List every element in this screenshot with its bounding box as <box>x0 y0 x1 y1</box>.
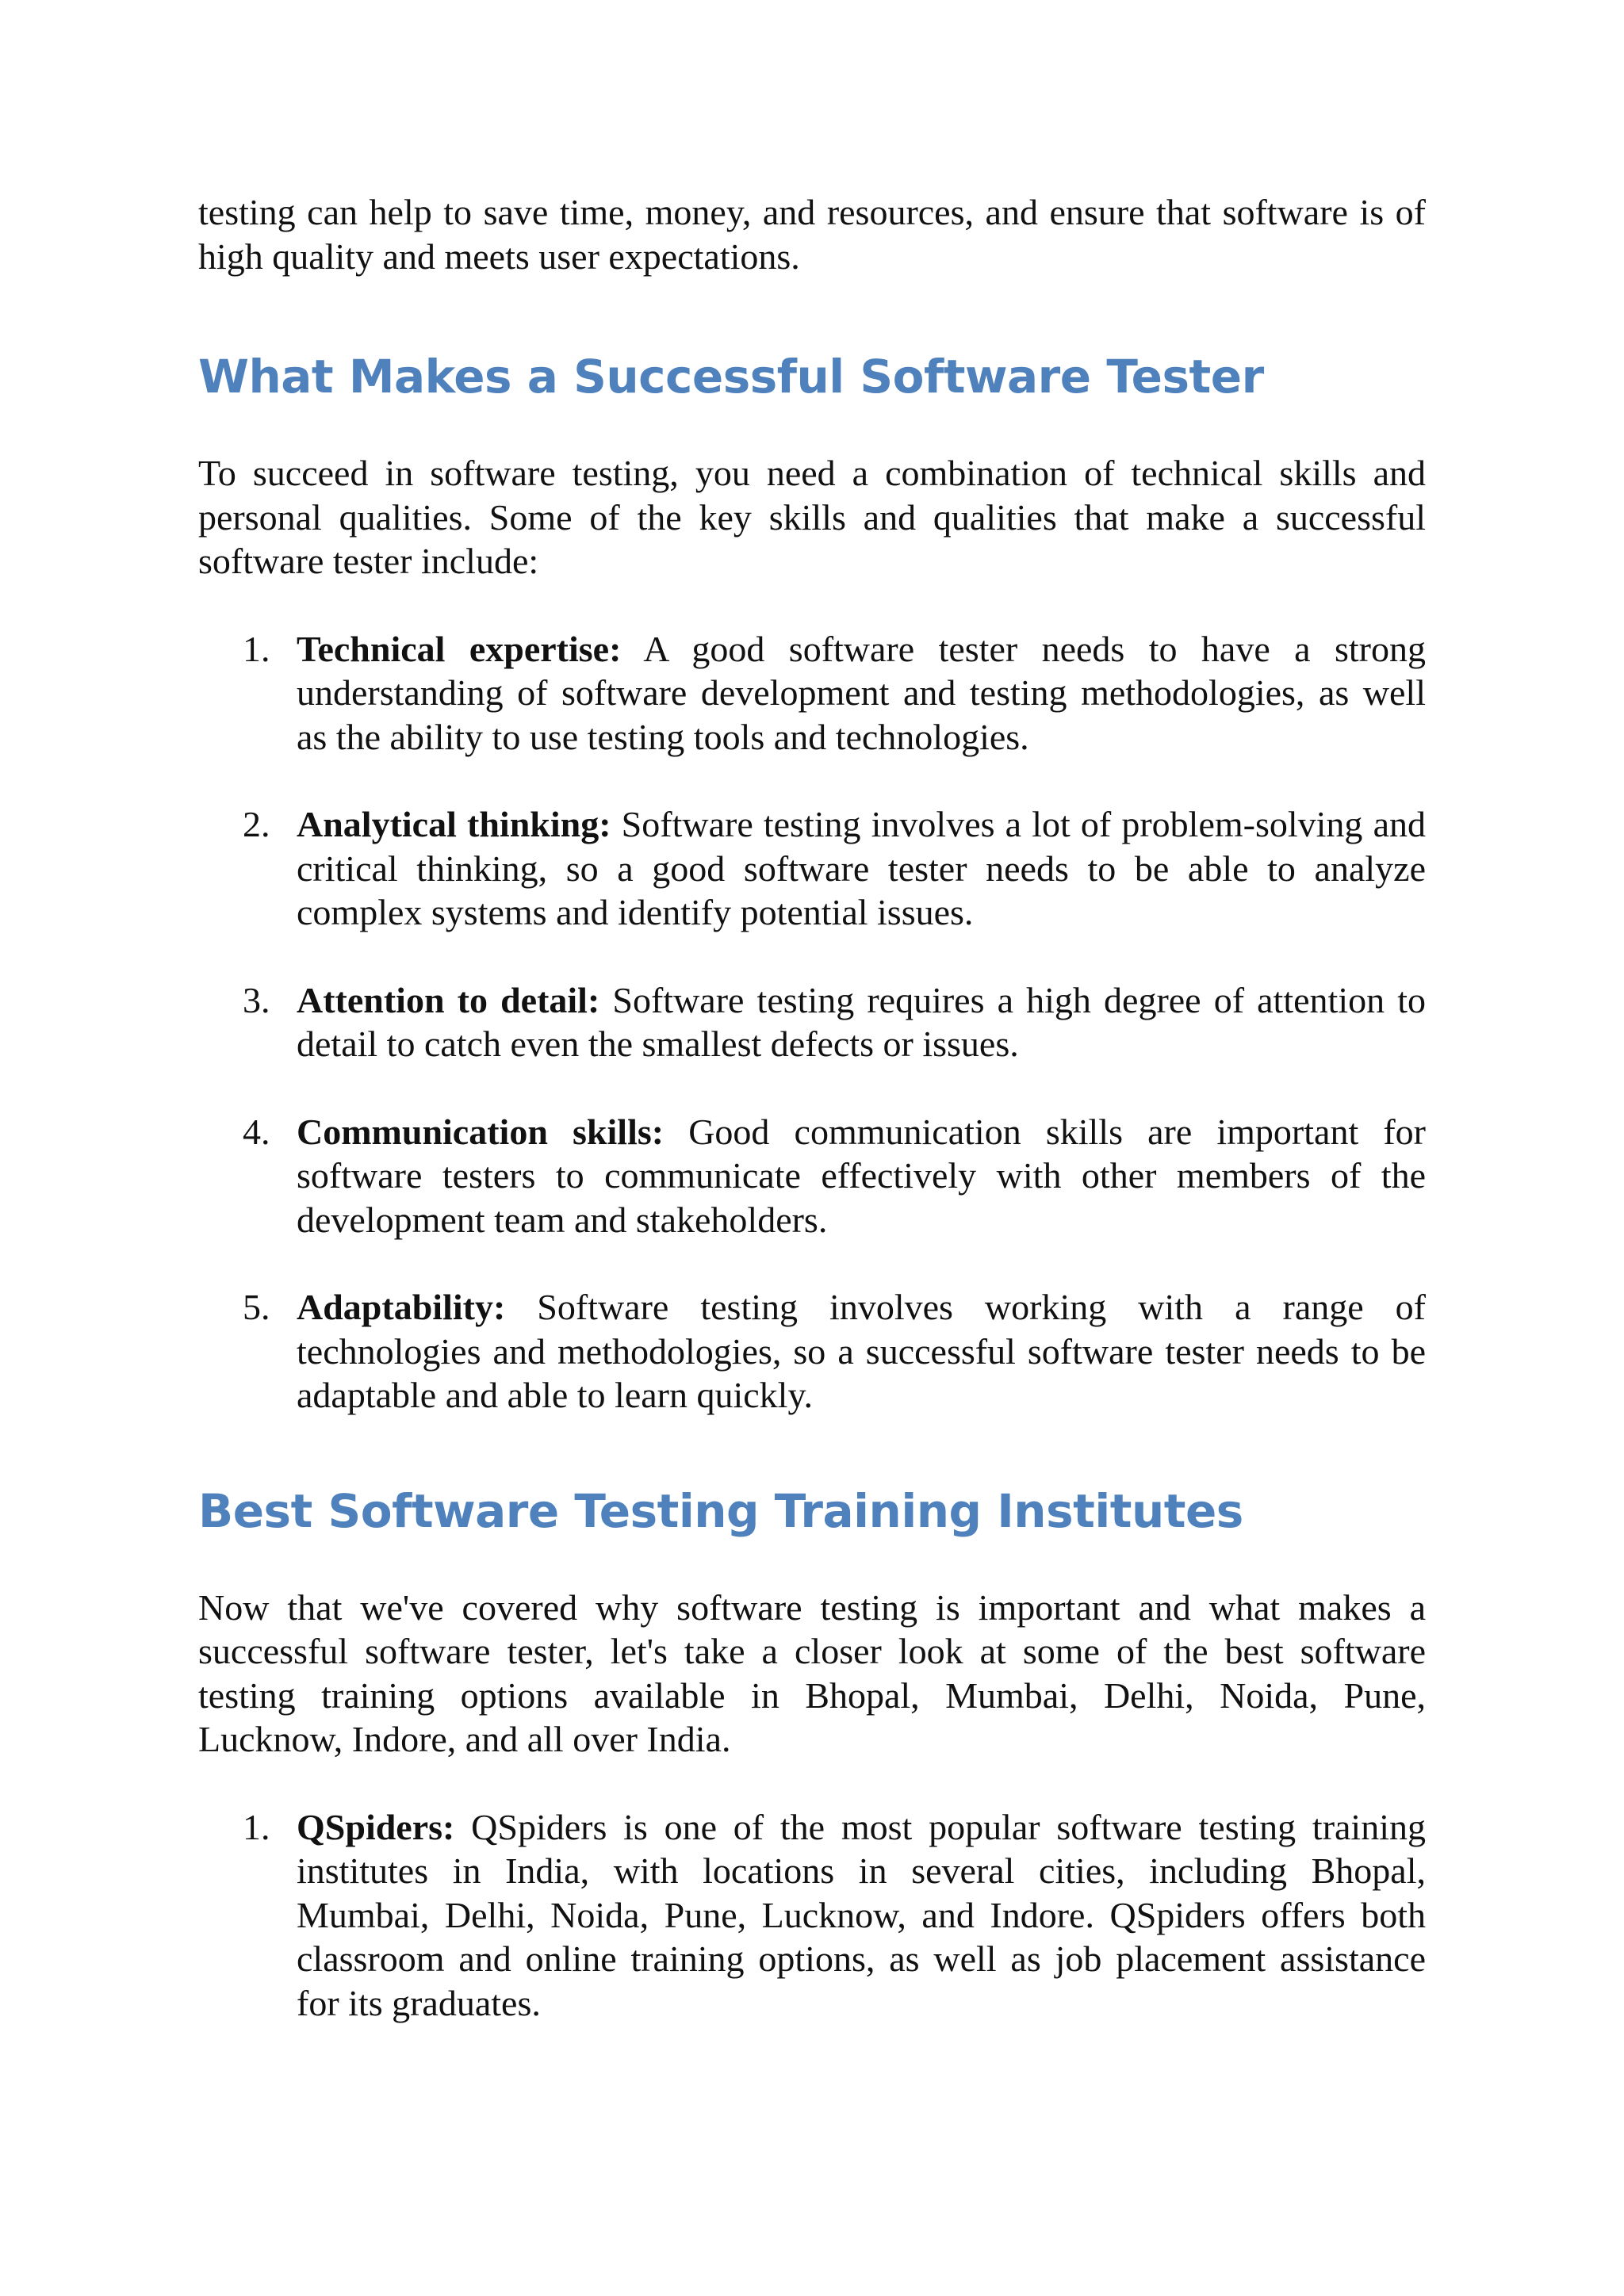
list-number: 2. <box>243 804 270 844</box>
list-item-text: QSpiders is one of the most popular software testing training institutes in India, with locations in several cities, including Bhopal, Mumbai, Delhi, Noida, Pune, Lucknow, and Indore. QSpiders offers both classroom and online training options, as well as job placement assistance for its graduates. <box>297 1806 1426 2023</box>
list-number: 4. <box>243 1111 270 1152</box>
list-number: 1. <box>243 1806 270 1847</box>
list-item-term: Technical expertise: <box>297 628 622 669</box>
list-item-term: QSpiders: <box>297 1806 455 1847</box>
list-item-text: A good software tester needs to have a strong understanding of software development and testing methodologies, as well as the ability to use testing tools and technologies. <box>297 628 1426 757</box>
list-number: 5. <box>243 1287 270 1327</box>
list-item <box>198 1285 1426 1418</box>
list-item-text: Software testing involves working with a range of technologies and methodologies, so a successful software tester needs to be adaptable and able to learn quickly. <box>297 1287 1426 1415</box>
list-item-term: Analytical thinking: <box>297 804 611 844</box>
section-heading-successful-tester: What Makes a Successful Software Tester <box>198 350 1264 404</box>
list-item-text: Software testing requires a high degree of attention to detail to catch even the smallest defects or issues. <box>297 979 1426 1064</box>
list-item-text: Good communication skills are important for software testers to communicate effectively with other members of the development team and stakeholders. <box>297 1111 1426 1240</box>
intro-paragraph: testing can help to save time, money, and resources, and ensure that software is of high quality and meets user expectations. <box>198 192 1426 277</box>
list-number: 1. <box>243 628 270 669</box>
list-number: 3. <box>243 979 270 1020</box>
list-item <box>198 802 1426 935</box>
list-item <box>198 627 1426 760</box>
section-heading-training-institutes: Best Software Testing Training Institutes <box>198 1483 1243 1538</box>
list-item-term: Adaptability: <box>297 1287 506 1327</box>
section1-lead-paragraph: To succeed in software testing, you need a combination of technical skills and personal qualities. Some of the key skills and qualities that make a successful software tester include: <box>198 453 1426 581</box>
section2-lead-paragraph: Now that we've covered why software testing is important and what makes a successful software tester, let's take a closer look at some of the best software testing training options available in Bhopal, Mumbai, Delhi, Noida, Pune, Lucknow, Indore, and all over India. <box>198 1586 1426 1759</box>
list-item-term: Communication skills: <box>297 1111 665 1152</box>
list-item <box>198 1110 1426 1242</box>
skills-list <box>198 627 1426 1418</box>
list-item-term: Attention to detail: <box>297 979 600 1020</box>
list-item-text: Software testing involves a lot of problem-solving and critical thinking, so a good software tester needs to be able to analyze complex systems and identify potential issues. <box>297 804 1426 932</box>
list-item <box>198 978 1426 1066</box>
institutes-list <box>198 1805 1426 2026</box>
list-item <box>198 1805 1426 2026</box>
